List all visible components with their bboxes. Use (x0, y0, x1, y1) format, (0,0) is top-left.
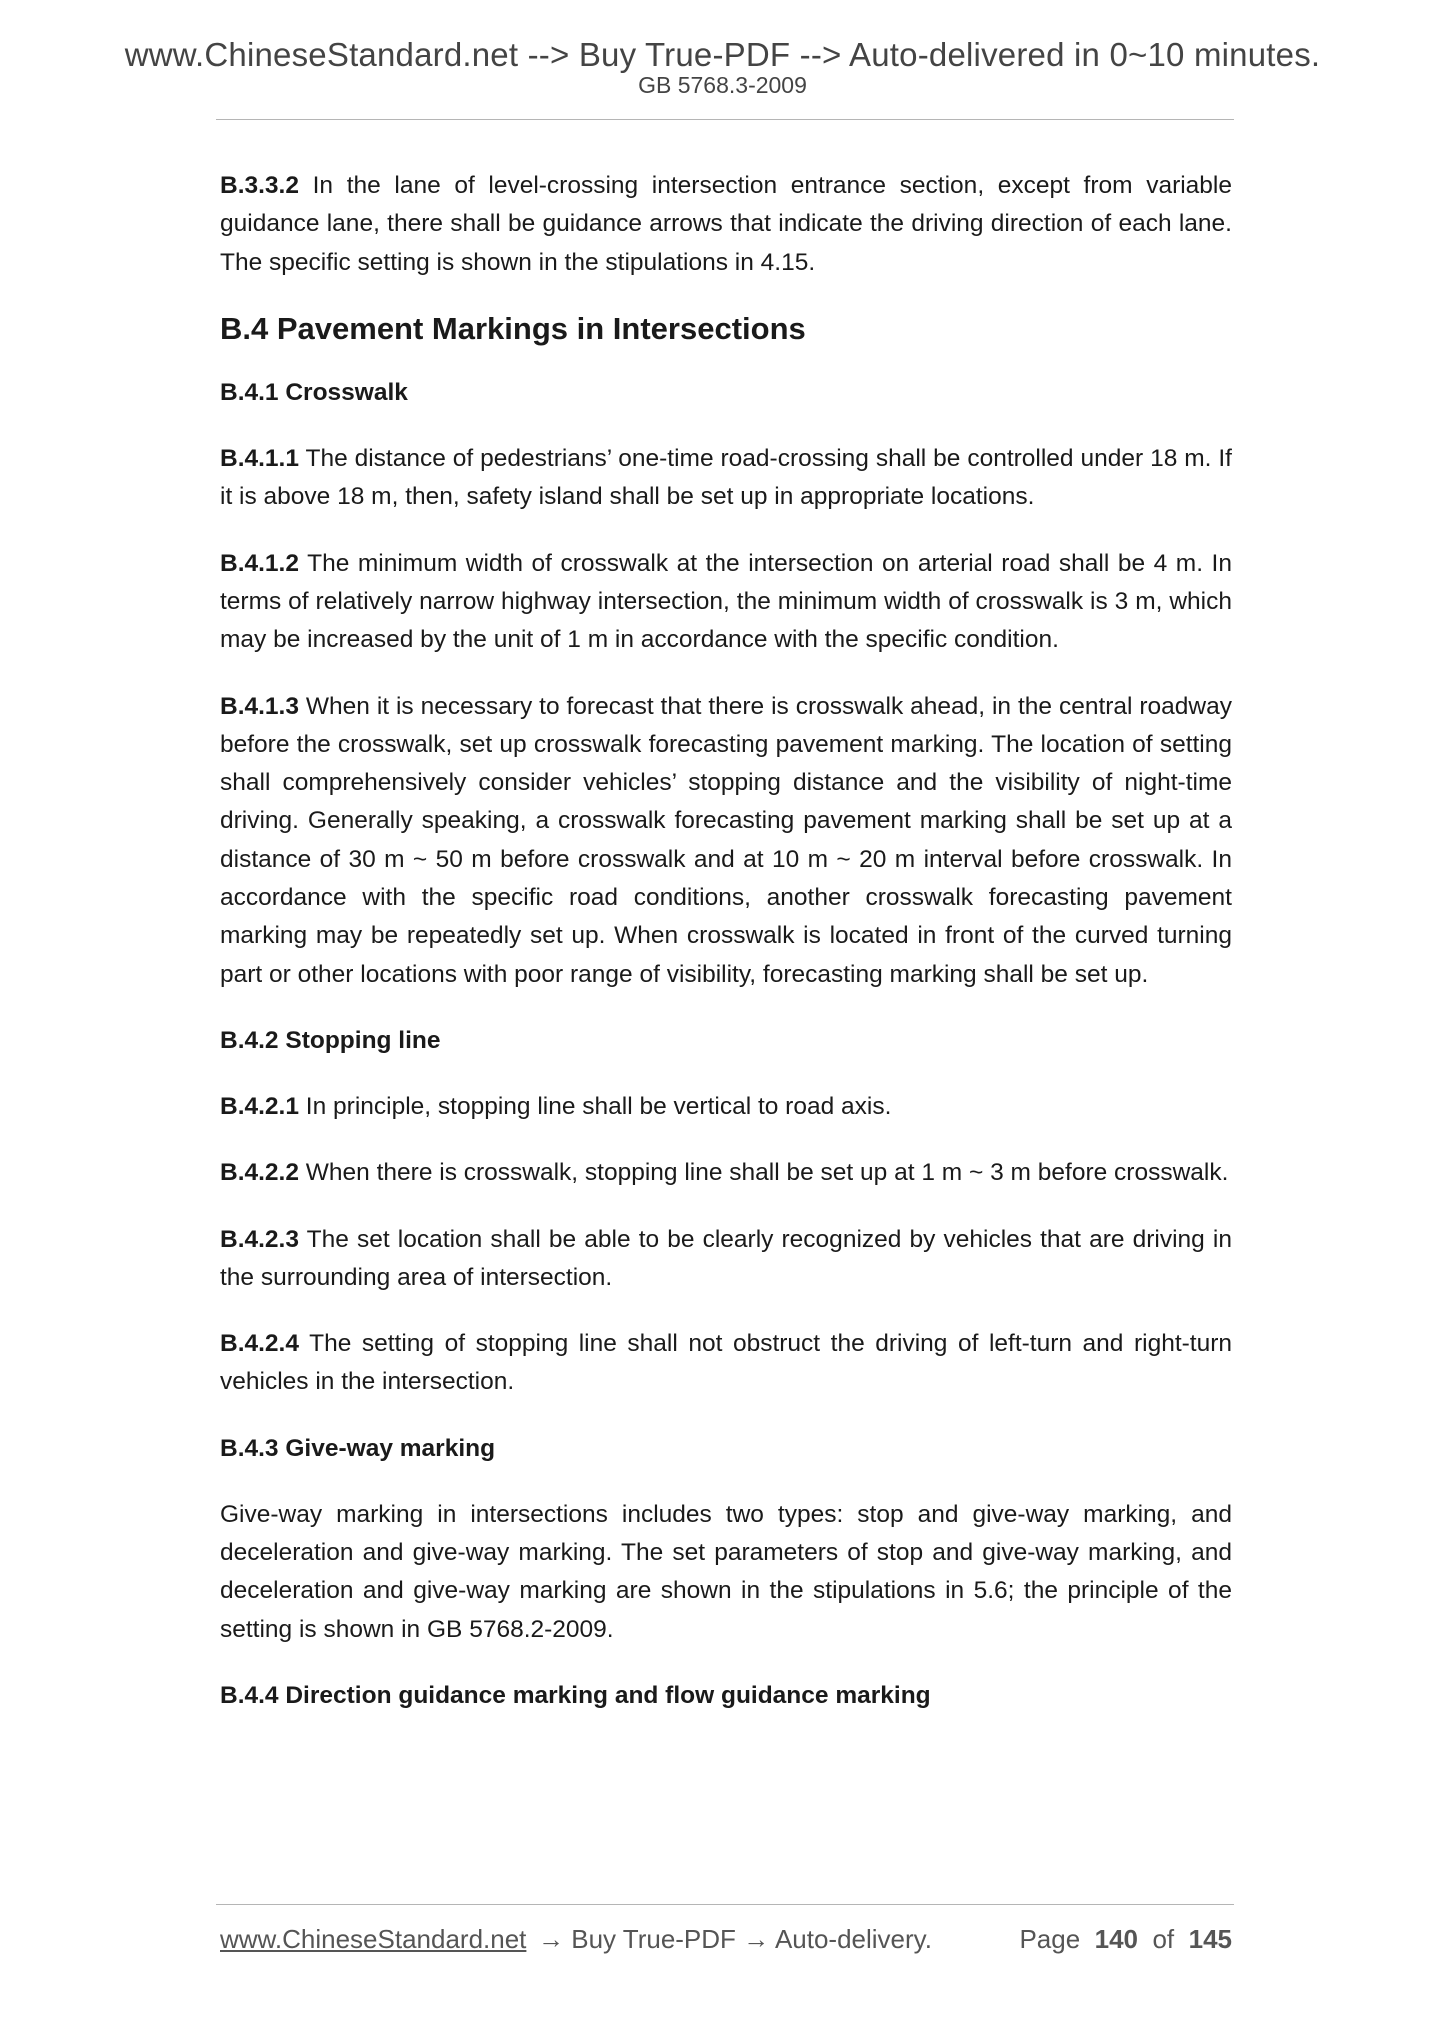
subsection-title-b4-2: B.4.2 Stopping line (220, 1026, 441, 1054)
clause-b4-2-4 (220, 1325, 1232, 1402)
clause-b4-1-3 (220, 688, 1232, 994)
subsection-title-b4-3: B.4.3 Give-way marking (220, 1434, 496, 1462)
clause-text: The set location shall be able to be clearly recognized by vehicles that are driving in the surrounding area of intersection. (220, 1225, 1232, 1291)
clause-number: B.4.1.2 (220, 549, 299, 577)
header-divider (216, 119, 1234, 120)
clause-number: B.4.2.2 (220, 1159, 299, 1187)
clause-text: When it is necessary to forecast that there is crosswalk ahead, in the central roadway before the crosswalk, set up crosswalk forecasting pavement marking. The location of setting shall comprehensively consider vehicles’ stopping distance and the visibility of night-time driving. Generally speaking, a crosswalk forecasting pavement marking shall be set up at a distance of 30 m ~ 50 m before crosswalk and at 10 m ~ 20 m interval before crosswalk. In accordance with the specific road conditions, another crosswalk forecasting pavement marking may be repeatedly set up. When crosswalk is located in front of the curved turning part or other locations with poor range of visibility, forecasting marking shall be set up. (220, 692, 1232, 988)
document-body (220, 167, 1232, 1743)
page-indicator (1019, 1924, 1232, 1955)
clause-number: B.4.2.4 (220, 1330, 299, 1358)
clause-text: In the lane of level-crossing intersection entrance section, except from variable guidance lane, there shall be guidance arrows that indicate the driving direction of each lane. The specific setting is shown in the stipulations in 4.15. (220, 172, 1232, 276)
clause-b4-2-3 (220, 1221, 1232, 1298)
page-footer (220, 1924, 1232, 1964)
clause-number: B.4.2.3 (220, 1225, 299, 1253)
paragraph-b4-3: Give-way marking in intersections includes two types: stop and give-way marking, and deceleration and give-way marking. The set parameters of stop and give-way marking, and deceleration and give-way marking are shown in the stipulations in 5.6; the principle of the setting is shown in GB 5768.2-2009. (220, 1500, 1232, 1643)
footer-website-link[interactable]: www.ChineseStandard.net (220, 1924, 527, 1954)
page-label: Page (1019, 1924, 1081, 1954)
section-title-b4: B.4 Pavement Markings in Intersections (220, 310, 806, 346)
clause-text: The setting of stopping line shall not obstruct the driving of left-turn and right-turn vehicles in the intersection. (220, 1330, 1232, 1396)
page-total: 145 (1188, 1924, 1232, 1954)
footer-purchase-note: → Buy True-PDF → Auto-delivery. (538, 1924, 932, 1954)
page-number: 140 (1094, 1924, 1139, 1954)
clause-text: The distance of pedestrians’ one-time road-crossing shall be controlled under 18 m. If it is above 18 m, then, safety island shall be set up in appropriate locations. (220, 445, 1232, 511)
subsection-title-b4-1: B.4.1 Crosswalk (220, 379, 408, 407)
standard-code: GB 5768.3-2009 (638, 72, 807, 98)
clause-b4-2-2 (220, 1154, 1232, 1192)
clause-text: The minimum width of crosswalk at the intersection on arterial road shall be 4 m. In terms of relatively narrow highway intersection, the minimum width of crosswalk is 3 m, which may be increased by the unit of 1 m in accordance with the specific condition. (220, 549, 1232, 654)
clause-number: B.3.3.2 (220, 172, 299, 199)
clause-b4-1-2 (220, 545, 1232, 660)
clause-b4-2-1 (220, 1088, 1232, 1126)
clause-b3-3-2 (220, 167, 1232, 282)
of-label: of (1152, 1924, 1175, 1954)
subsection-title-b4-4: B.4.4 Direction guidance marking and flow guidance marking (220, 1681, 931, 1709)
clause-number: B.4.1.3 (220, 692, 299, 720)
clause-number: B.4.1.1 (220, 445, 299, 473)
footer-divider (216, 1904, 1234, 1905)
header-banner: www.ChineseStandard.net --> Buy True-PDF --> Auto-delivered in 0~10 minutes. (124, 36, 1321, 73)
clause-number: B.4.2.1 (220, 1092, 299, 1120)
clause-b4-1-1 (220, 440, 1232, 517)
clause-text: In principle, stopping line shall be vertical to road axis. (299, 1092, 892, 1120)
clause-text: When there is crosswalk, stopping line shall be set up at 1 m ~ 3 m before crosswalk. (299, 1159, 1229, 1187)
